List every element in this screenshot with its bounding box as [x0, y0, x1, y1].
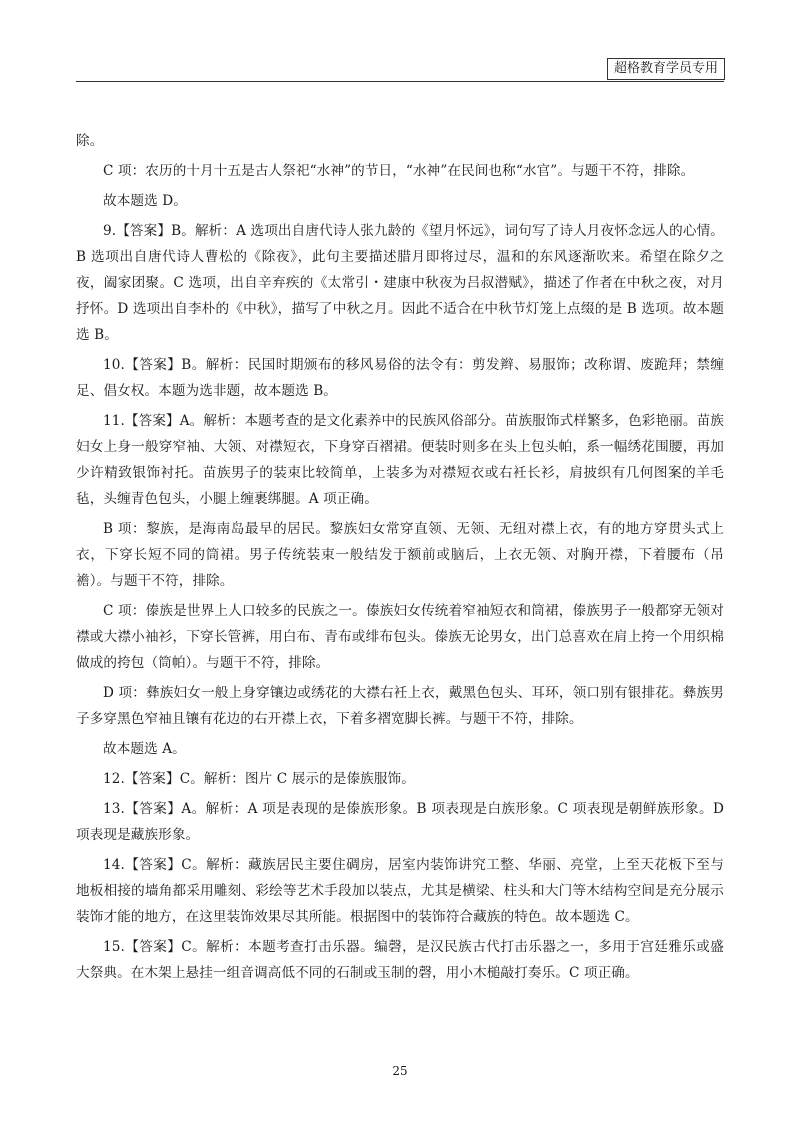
answer-explanations: [76, 128, 724, 990]
paragraph: 故本题选 D。: [103, 193, 187, 209]
paragraph: C 项：傣族是世界上人口较多的民族之一。傣族妇女传统着窄袖短衣和筒裙，傣族男子一般都穿无领对襟或大襟小袖衫，下穿长管裤，用白布、青布或绯布包头。傣族无论男女，出门总喜欢在肩上挎一个用织棉做成的挎包（筒帕）。与题干不符，排除。: [76, 603, 724, 671]
paragraph: 15.【答案】C。解析：本题考查打击乐器。编磬，是汉民族古代打击乐器之一，多用于宫廷雅乐或盛大祭典。在木架上悬挂一组音调高低不同的石制或玉制的磬，用小木槌敲打奏乐。C 项正确。: [76, 939, 724, 981]
paragraph: C 项：农历的十月十五是古人祭祀“水神”的节日，“水神”在民间也称“水官”。与题干不符，排除。: [103, 163, 695, 179]
paragraph: 故本题选 A。: [103, 741, 186, 757]
paragraph: D 项：彝族妇女一般上身穿镶边或绣花的大襟右衽上衣，戴黑色包头、耳环，领口别有银排花。彝族男子多穿黑色窄袖且镶有花边的右开襟上衣，下着多褶宽脚长裤。与题干不符，排除。: [76, 685, 724, 727]
paragraph: 11.【答案】A。解析：本题考查的是文化素养中的民族风俗部分。苗族服饰式样繁多，色彩艳丽。苗族妇女上身一般穿窄袖、大领、对襟短衣，下身穿百褶裙。便装时则多在头上包头帕，系一幅绣花围腰，再加少许精致银饰衬托。苗族男子的装束比较简单，上装多为对襟短衣或右衽长衫，肩披织有几何图案的羊毛毡，头缠青色包头，小腿上缠裹绑腿。A 项正确。: [76, 413, 724, 507]
header-rule: [76, 81, 724, 82]
paragraph: B 项：黎族，是海南岛最早的居民。黎族妇女常穿直领、无领、无纽对襟上衣，有的地方穿贯头式上衣，下穿长短不同的筒裙。男子传统装束一般结发于额前或脑后，上衣无领、对胸开襟，下着腰布（吊襜）。与题干不符，排除。: [76, 521, 724, 589]
paragraph: 10.【答案】B。解析：民国时期颁布的移风易俗的法令有：剪发辫、易服饰；改称谓、废跪拜；禁缠足、倡女权。本题为选非题，故本题选 B。: [76, 357, 724, 399]
page-number: 25: [392, 1064, 408, 1078]
paragraph: 除。: [76, 133, 104, 149]
paragraph: 9.【答案】B。解析：A 选项出自唐代诗人张九龄的《望月怀远》，词句写了诗人月夜怀念远人的心情。B 选项出自唐代诗人曹松的《除夜》，此句主要描述腊月即将过尽，温和的东风逐渐吹来。希望在除夕之夜，阖家团聚。C 选项，出自辛弃疾的《太常引・建康中秋夜为吕叔潜赋》，描述了作者在中秋之夜，对月抒怀。D 选项出自李朴的《中秋》，描写了中秋之月。因此不适合在中秋节灯笼上点缀的是 B 选项。故本题选 B。: [76, 223, 724, 343]
paragraph: 14.【答案】C。解析：藏族居民主要住碉房，居室内装饰讲究工整、华丽、亮堂，上至天花板下至与地板相接的墙角都采用雕刻、彩绘等艺术手段加以装点，尤其是横梁、柱头和大门等木结构空间是充分展示装饰才能的地方，在这里装饰效果尽其所能。根据图中的装饰符合藏族的特色。故本题选 C。: [76, 857, 724, 925]
paragraph: 12.【答案】C。解析：图片 C 展示的是傣族服饰。: [103, 771, 415, 787]
header-label: 超格教育学员专用: [607, 58, 725, 80]
paragraph: 13.【答案】A。解析：A 项是表现的是傣族形象。B 项表现是白族形象。C 项表现是朝鲜族形象。D 项表现是藏族形象。: [76, 801, 724, 843]
